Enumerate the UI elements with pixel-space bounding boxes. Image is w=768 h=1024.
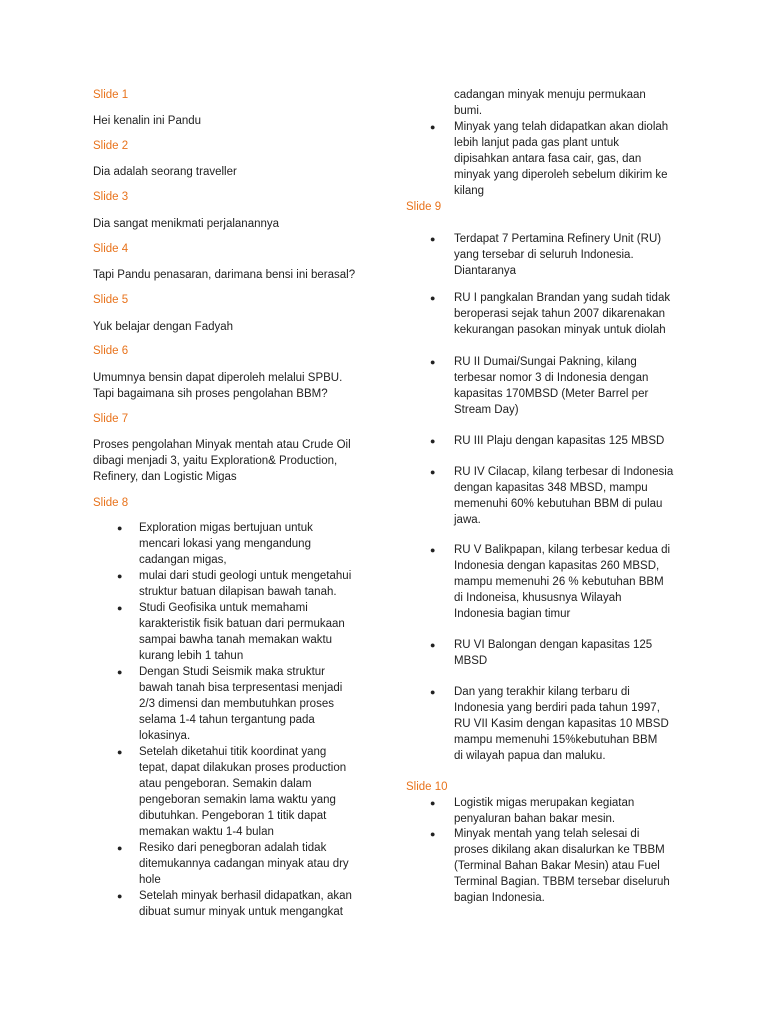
bullet-line: karakteristik fisik batuan dari permukaan — [139, 618, 345, 630]
bullet-dot-icon: ● — [430, 829, 436, 839]
slide-6-line: Umumnya bensin dapat diperoleh melalui SPBU. — [93, 372, 343, 384]
bullet-dot-icon: ● — [117, 667, 123, 677]
bullet-line: RU V Balikpapan, kilang terbesar kedua di — [454, 544, 671, 556]
slide-3-heading: Slide 3 — [93, 191, 129, 203]
bullet-line: Terminal Bagian. TBBM tersebar diseluruh — [454, 876, 670, 888]
bullet-line: dipisahkan antara fasa cair, gas, dan — [454, 153, 642, 165]
bullet-line: penyaluran bahan bakar mesin. — [454, 813, 616, 825]
bullet-line: di Indoneisa, khususnya Wilayah — [454, 592, 622, 604]
slide-7-line: Refinery, dan Logistic Migas — [93, 471, 237, 483]
bullet-line: memakan waktu 1-4 bulan — [139, 826, 274, 838]
bullet-dot-icon: ● — [430, 122, 436, 132]
bullet-line: RU VII Kasim dengan kapasitas 10 MBSD — [454, 718, 669, 730]
slide-3-text: Dia sangat menikmati perjalanannya — [93, 218, 280, 230]
slide-2-text: Dia adalah seorang traveller — [93, 166, 237, 178]
bullet-line: RU II Dumai/Sungai Pakning, kilang — [454, 356, 637, 368]
bullet-dot-icon: ● — [430, 436, 436, 446]
bullet-line: minyak yang diperoleh sebelum dikirim ke — [454, 169, 668, 181]
bullet-line: bagian Indonesia. — [454, 892, 545, 904]
bullet-line: hole — [139, 874, 161, 886]
bullet-dot-icon: ● — [430, 545, 436, 555]
bullet-line: Setelah diketahui titik koordinat yang — [139, 746, 327, 758]
bullet-dot-icon: ● — [117, 843, 123, 853]
bullet-line: Minyak mentah yang telah selesai di — [454, 828, 640, 840]
bullet-dot-icon: ● — [117, 891, 123, 901]
bullet-line: sampai bawha tanah memakan waktu — [139, 634, 333, 646]
bullet-line: RU VI Balongan dengan kapasitas 125 — [454, 639, 653, 651]
bullet-dot-icon: ● — [117, 747, 123, 757]
bullet-line: MBSD — [454, 655, 488, 667]
bullet-line: dengan kapasitas 348 MBSD, mampu — [454, 482, 648, 494]
bullet-dot-icon: ● — [430, 293, 436, 303]
bullet-line: Dan yang terakhir kilang terbaru di — [454, 686, 630, 698]
bullet-line: bawah tanah bisa terpresentasi menjadi — [139, 682, 343, 694]
bullet-line: ditemukannya cadangan minyak atau dry — [139, 858, 349, 870]
bullet-line: tepat, dapat dilakukan proses production — [139, 762, 347, 774]
bullet-line: Setelah minyak berhasil didapatkan, akan — [139, 890, 352, 902]
slide-8-heading: Slide 8 — [93, 497, 129, 509]
bullet-line: terbesar nomor 3 di Indonesia dengan — [454, 372, 649, 384]
bullet-line: Minyak yang telah didapatkan akan diolah — [454, 121, 669, 133]
slide-4-text: Tapi Pandu penasaran, darimana bensi ini berasal? — [93, 269, 356, 281]
slide-2-heading: Slide 2 — [93, 140, 129, 152]
bullet-line: Stream Day) — [454, 404, 519, 416]
bullet-line: kapasitas 170MBSD (Meter Barrel per — [454, 388, 649, 400]
slide-9-heading: Slide 9 — [406, 201, 442, 213]
bullet-line: di wilayah papua dan maluku. — [454, 750, 606, 762]
bullet-line: Resiko dari penegboran adalah tidak — [139, 842, 327, 854]
bullet-line: cadangan minyak menuju permukaan — [454, 89, 646, 101]
bullet-line: dibutuhkan. Pengeboran 1 titik dapat — [139, 810, 327, 822]
bullet-line: mampu memenuhi 26 % kebutuhan BBM — [454, 576, 664, 588]
bullet-dot-icon: ● — [430, 467, 436, 477]
bullet-dot-icon: ● — [430, 798, 436, 808]
bullet-line: kekurangan pasokan minyak untuk diolah — [454, 324, 666, 336]
bullet-line: Indonesia dengan kapasitas 260 MBSD, — [454, 560, 660, 572]
bullet-line: kilang — [454, 185, 485, 197]
bullet-dot-icon: ● — [117, 571, 123, 581]
bullet-line: Indonesia yang berdiri pada tahun 1997, — [454, 702, 660, 714]
bullet-line: Dengan Studi Seismik maka struktur — [139, 666, 325, 678]
bullet-line: 2/3 dimensi dan membutuhkan proses — [139, 698, 334, 710]
bullet-dot-icon: ● — [430, 640, 436, 650]
bullet-dot-icon: ● — [430, 357, 436, 367]
bullet-line: jawa. — [454, 514, 481, 526]
bullet-line: RU IV Cilacap, kilang terbesar di Indonesia — [454, 466, 674, 478]
bullet-dot-icon: ● — [430, 687, 436, 697]
bullet-line: Diantaranya — [454, 265, 517, 277]
bullet-line: pengeboran semakin lama waktu yang — [139, 794, 336, 806]
slide-6-heading: Slide 6 — [93, 345, 129, 357]
bullet-line: mulai dari studi geologi untuk mengetahui — [139, 570, 352, 582]
slide-4-heading: Slide 4 — [93, 243, 129, 255]
slide-1-text: Hei kenalin ini Pandu — [93, 115, 202, 127]
slide-5-text: Yuk belajar dengan Fadyah — [93, 321, 234, 333]
bullet-line: kurang lebih 1 tahun — [139, 650, 244, 662]
bullet-line: struktur batuan dilapisan bawah tanah. — [139, 586, 337, 598]
bullet-dot-icon: ● — [117, 603, 123, 613]
bullet-dot-icon: ● — [430, 234, 436, 244]
bullet-line: mencari lokasi yang mengandung — [139, 538, 311, 550]
slide-7-line: dibagi menjadi 3, yaitu Exploration& Production, — [93, 455, 338, 467]
slide-6-line: Tapi bagaimana sih proses pengolahan BBM? — [93, 388, 328, 400]
bullet-line: atau pengeboran. Semakin dalam — [139, 778, 312, 790]
bullet-line: lebih lanjut pada gas plant untuk — [454, 137, 619, 149]
bullet-line: Terdapat 7 Pertamina Refinery Unit (RU) — [454, 233, 662, 245]
bullet-line: Logistik migas merupakan kegiatan — [454, 797, 635, 809]
bullet-line: proses dikilang akan disalurkan ke TBBM — [454, 844, 665, 856]
bullet-line: bumi. — [454, 105, 483, 117]
bullet-line: cadangan migas, — [139, 554, 227, 566]
bullet-line: yang tersebar di seluruh Indonesia. — [454, 249, 634, 261]
slide-1-heading: Slide 1 — [93, 89, 129, 101]
bullet-line: beroperasi sejak tahun 2007 dikarenakan — [454, 308, 665, 320]
slide-7-heading: Slide 7 — [93, 413, 129, 425]
slide-10-heading: Slide 10 — [406, 781, 448, 793]
bullet-line: dibuat sumur minyak untuk mengangkat — [139, 906, 343, 918]
slide-5-heading: Slide 5 — [93, 294, 129, 306]
bullet-dot-icon: ● — [117, 523, 123, 533]
slide-7-line: Proses pengolahan Minyak mentah atau Crude Oil — [93, 439, 351, 451]
bullet-line: selama 1-4 tahun tergantung pada — [139, 714, 315, 726]
bullet-line: RU I pangkalan Brandan yang sudah tidak — [454, 292, 671, 304]
bullet-line: memenuhi 60% kebutuhan BBM di pulau — [454, 498, 663, 510]
bullet-line: Exploration migas bertujuan untuk — [139, 522, 313, 534]
bullet-line: Studi Geofisika untuk memahami — [139, 602, 308, 614]
bullet-line: mampu memenuhi 15%kebutuhan BBM — [454, 734, 658, 746]
bullet-line: Indonesia bagian timur — [454, 608, 571, 620]
bullet-line: (Terminal Bahan Bakar Mesin) atau Fuel — [454, 860, 660, 872]
bullet-line: lokasinya. — [139, 730, 191, 742]
bullet-line: RU III Plaju dengan kapasitas 125 MBSD — [454, 435, 665, 447]
